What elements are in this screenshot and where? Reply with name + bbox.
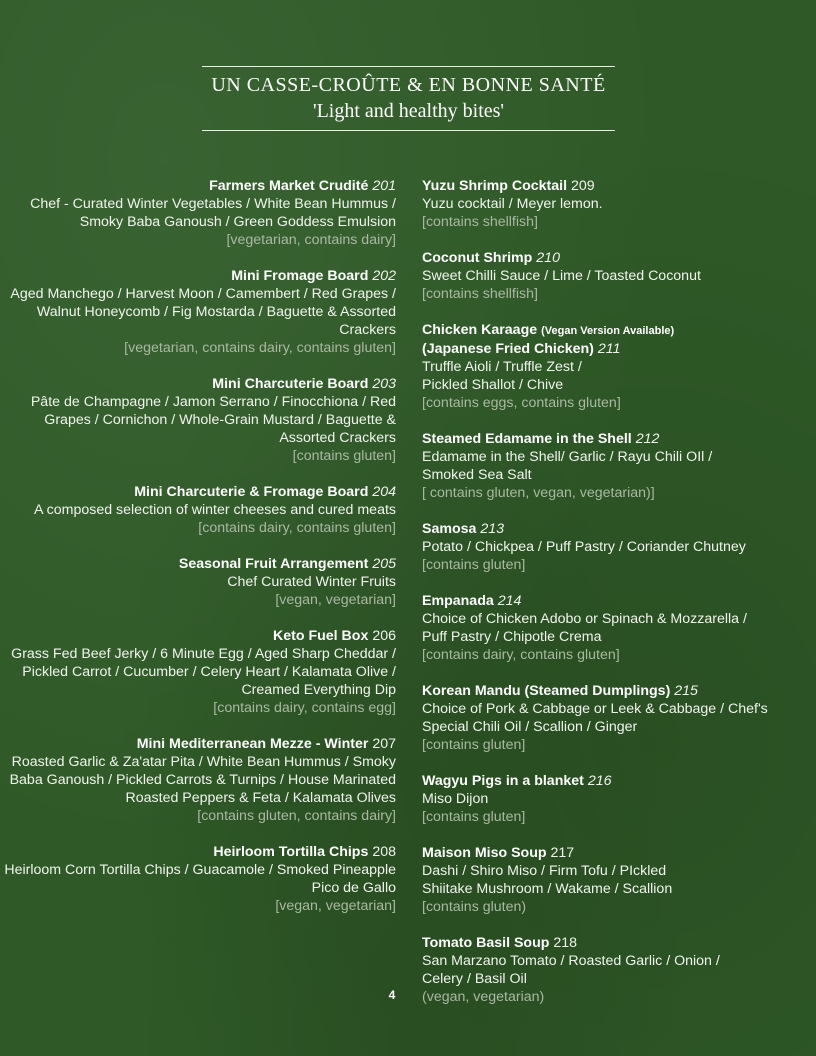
item-name: Heirloom Tortilla Chips [213,844,369,860]
item-number: 217 [550,845,575,861]
item-description: Roasted Garlic & Za'atar Pita / White Bean Hummus / Smoky Baba Ganoush / Pickled Carrots & Turnips / House Marinated Roasted Peppers & Feta / Kalamata Olives [9,754,396,806]
item-dietary-tags: [contains shellfish] [422,214,538,230]
item-name: Mini Charcuterie & Fromage Board [134,484,369,500]
item-dietary-tags: [contains eggs, contains gluten] [422,395,621,411]
item-description: Chef Curated Winter Fruits [227,574,396,590]
item-dietary-tags: [contains dairy, contains gluten] [422,647,620,663]
item-number: 211 [597,341,621,357]
item-description: Chef - Curated Winter Vegetables / White Bean Hummus / Smoky Baba Ganoush / Green Goddess Emulsion [30,196,396,230]
menu-item [1,483,396,537]
item-number: 208 [372,844,396,860]
menu-item [1,267,396,357]
item-name: Seasonal Fruit Arrangement [178,556,369,572]
item-dietary-tags: [contains gluten, contains dairy] [197,808,396,824]
item-name: Mini Fromage Board [231,268,369,284]
item-description: Aged Manchego / Harvest Moon / Camembert / Red Grapes / Walnut Honeycomb / Fig Mostarda / Baguette & Assorted Crackers [10,286,396,338]
item-description: Choice of Pork & Cabbage or Leek & Cabbage / Chef's Special Chili Oil / Scallion / Ginger [422,701,768,735]
item-number: 207 [372,736,396,752]
item-note: (Vegan Version Available) [541,325,675,337]
item-number: 212 [635,431,660,447]
menu-item [422,430,812,502]
item-description: Sweet Chilli Sauce / Lime / Toasted Coconut [422,268,701,284]
item-description: Grass Fed Beef Jerky / 6 Minute Egg / Aged Sharp Cheddar / Pickled Carrot / Cucumber / Celery Heart / Kalamata Olive / Creamed Everything Dip [11,646,396,698]
item-description: San Marzano Tomato / Roasted Garlic / Onion / Celery / Basil Oil [422,953,720,987]
item-name: Keto Fuel Box [272,628,369,644]
item-dietary-tags: (vegan, vegetarian) [422,989,545,1005]
menu-item [422,249,812,303]
item-dietary-tags: [vegetarian, contains dairy, contains gluten] [124,340,396,356]
item-name: Wagyu Pigs in a blanket [422,773,584,789]
menu-item [422,682,812,754]
item-name: Maison Miso Soup [422,845,547,861]
item-description: Edamame in the Shell/ Garlic / Rayu Chili OIl / Smoked Sea Salt [422,449,713,483]
item-name: Steamed Edamame in the Shell [422,431,632,447]
item-number: 216 [587,773,612,789]
item-description: Potato / Chickpea / Puff Pastry / Coriander Chutney [422,539,746,555]
item-name: Chicken Karaage [422,322,538,338]
menu-item [422,934,812,1006]
menu-item [1,735,396,825]
section-title-french: UN CASSE-CROÛTE & EN BONNE SANTÉ [211,74,606,96]
item-description: Yuzu cocktail / Meyer lemon. [422,196,603,212]
section-header [202,66,615,131]
menu-item [1,375,396,465]
item-name: Mini Mediterranean Mezze - Winter [136,736,369,752]
item-number: 218 [553,935,578,951]
item-name: Tomato Basil Soup [422,935,550,951]
menu-item [422,772,812,826]
item-number: 204 [372,484,396,500]
item-description: Pâte de Champagne / Jamon Serrano / Finocchiona / Red Grapes / Cornichon / Whole-Grain Mustard / Baguette & Assorted Crackers [30,394,396,446]
item-name: Samosa [422,521,477,537]
item-description: Miso Dijon [422,791,489,807]
item-dietary-tags: [contains gluten] [292,448,396,464]
item-dietary-tags: [contains dairy, contains gluten] [198,520,396,536]
item-name: Farmers Market Crudité [209,178,369,194]
item-name: Coconut Shrimp [422,250,533,266]
item-dietary-tags: [contains gluten] [422,737,526,753]
item-dietary-tags: [contains shellfish] [422,286,538,302]
item-name: Empanada [422,593,494,609]
item-description: Heirloom Corn Tortilla Chips / Guacamole / Smoked Pineapple Pico de Gallo [4,862,396,896]
menu-item [1,627,396,717]
item-name-subtitle: (Japanese Fried Chicken) [422,341,594,357]
item-dietary-tags: [contains gluten] [422,557,526,573]
menu-column-left [1,177,396,933]
menu-item [1,177,396,249]
item-number: 214 [497,593,522,609]
item-dietary-tags: [ contains gluten, vegan, vegetarian)] [422,485,655,501]
item-dietary-tags: [vegan, vegetarian] [275,898,396,914]
item-dietary-tags: [vegan, vegetarian] [275,592,396,608]
menu-item [422,592,812,664]
menu-item [1,555,396,609]
item-dietary-tags: [contains gluten] [422,809,526,825]
item-dietary-tags: [vegetarian, contains dairy] [226,232,396,248]
item-dietary-tags: [contains gluten) [422,899,527,915]
item-number: 206 [372,628,396,644]
item-description: Truffle Aioli / Truffle Zest / Pickled Shallot / Chive [422,359,582,393]
item-number: 210 [536,250,560,266]
page-number: 4 [388,988,396,1002]
menu-column-right [422,177,812,1024]
item-number: 213 [480,521,505,537]
menu-item [1,843,396,915]
menu-item [422,520,812,574]
section-title-english: 'Light and healthy bites' [312,100,505,122]
item-number: 203 [372,376,396,392]
menu-item [422,321,812,412]
item-number: 209 [571,178,595,194]
item-description: Choice of Chicken Adobo or Spinach & Mozzarella / Puff Pastry / Chipotle Crema [422,611,747,645]
item-description: A composed selection of winter cheeses and cured meats [34,502,396,518]
menu-item [422,177,812,231]
item-dietary-tags: [contains dairy, contains egg] [213,700,396,716]
item-description: Dashi / Shiro Miso / Firm Tofu / PIckled Shiitake Mushroom / Wakame / Scallion [422,863,673,897]
menu-item [422,844,812,916]
item-number: 201 [372,178,396,194]
item-name: Korean Mandu (Steamed Dumplings) [422,683,671,699]
item-number: 215 [674,683,698,699]
item-name: Mini Charcuterie Board [212,376,369,392]
item-number: 202 [372,268,396,284]
item-name: Yuzu Shrimp Cocktail [422,178,568,194]
item-number: 205 [372,556,396,572]
